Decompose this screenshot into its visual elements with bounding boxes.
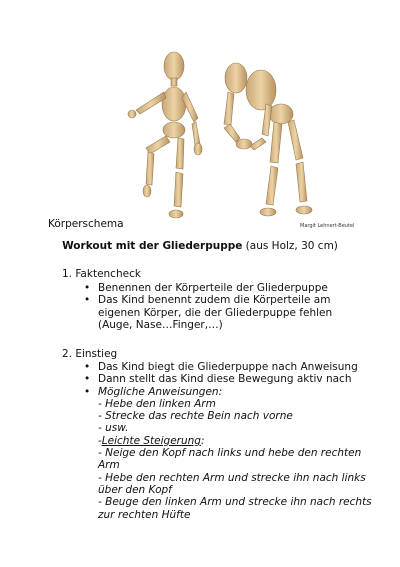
anweisung-line: - usw. (98, 422, 129, 435)
steigerung-line: über den Kopf (98, 483, 172, 496)
list-item: • Benennen der Körperteile der Gliederpuppe (84, 282, 339, 294)
steigerung-prefix: - (98, 434, 102, 447)
photo-credit: Margit Lehnert-Beutel (300, 223, 355, 229)
list-item: • Dann stellt das Kind diese Bewegung aktiv nach (84, 373, 364, 385)
title-rest: (aus Holz, 30 cm) (242, 240, 338, 252)
figure-caption: Körperschema (48, 218, 124, 230)
anweisung-line: - Hebe den linken Arm (98, 397, 216, 410)
title-bold: Workout mit der Gliederpuppe (62, 240, 243, 252)
steigerung-line: zur rechten Hüfte (98, 508, 191, 521)
document-title (0, 240, 400, 252)
anweisungen-heading: • Mögliche Anweisungen: (98, 385, 223, 398)
steigerung-suffix: : (200, 434, 205, 447)
faktencheck-list (84, 282, 339, 331)
section-heading-faktencheck: 1. Faktencheck (62, 268, 141, 280)
list-item-anweisungen (84, 385, 372, 521)
steigerung-heading (98, 435, 364, 447)
anweisung-line: - Strecke das rechte Bein nach vorne (98, 410, 293, 423)
einstieg-list (84, 361, 372, 521)
list-item: • Das Kind benennt zudem die Körperteile am eigenen Körper, die der Gliederpuppe fehlen (Auge, Nase…Finger,…) (84, 294, 339, 331)
wooden-mannequins-photo (116, 44, 316, 226)
steigerung-line: - Hebe den rechten Arm und strecke ihn nach links (98, 471, 366, 484)
steigerung-line: - Neige den Kopf nach links und hebe den rechten (98, 447, 362, 460)
steigerung-label: Leichte Steigerung (101, 434, 201, 447)
steigerung-line: Arm (98, 459, 120, 472)
section-heading-einstieg: 2. Einstieg (62, 348, 118, 360)
list-item: • Das Kind biegt die Gliederpuppe nach Anweisung (84, 361, 364, 373)
steigerung-line: - Beuge den linken Arm und strecke ihn nach rechts (98, 496, 372, 509)
